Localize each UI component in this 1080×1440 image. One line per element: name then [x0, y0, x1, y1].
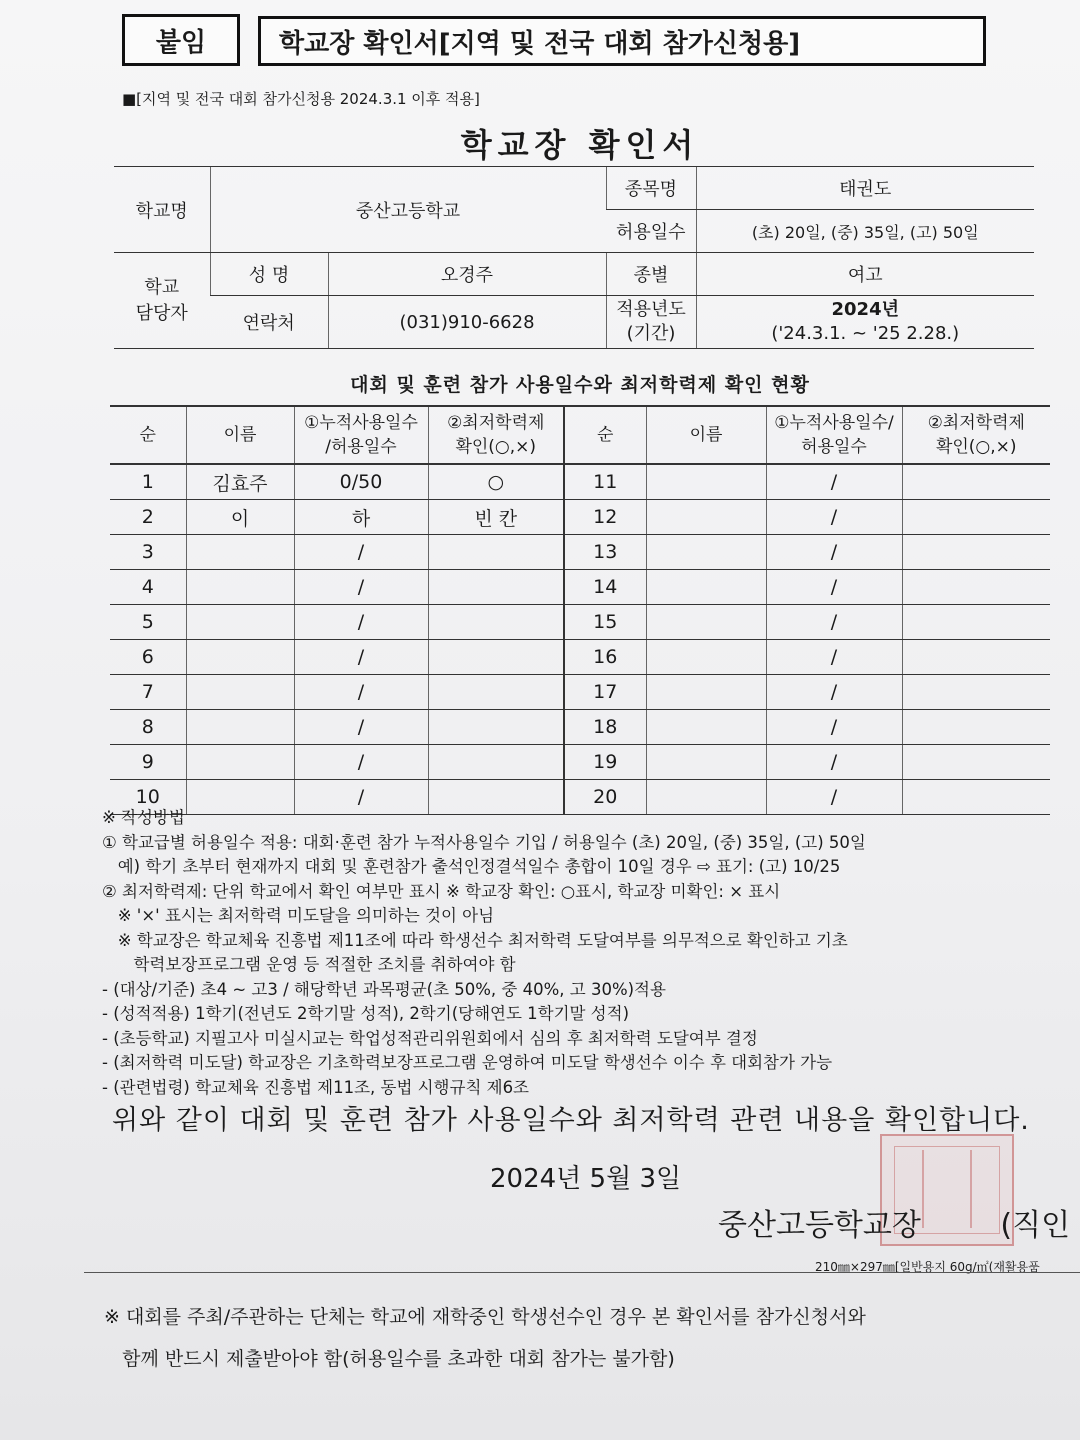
- note-line: ※ 작성방법: [102, 808, 185, 827]
- form-header-title: 학교장 확인서[지역 및 전국 대회 참가신청용]: [258, 16, 986, 66]
- row-min-academic-2: [902, 605, 1050, 640]
- row-min-academic-2: [902, 535, 1050, 570]
- col-header-name-2: 이름: [646, 406, 766, 464]
- note-line: ① 학교급별 허용일수 적용: 대회·훈련 참가 누적사용일수 기입 / 허용일수 (초) 20일, (중) 35일, (고) 50일: [102, 832, 866, 852]
- row-no: 8: [110, 710, 186, 745]
- row-name: [186, 640, 294, 675]
- col-header-min-academic-2: ②최저학력제 확인(○,×): [902, 406, 1050, 464]
- allowed-days-label: 허용일수: [606, 210, 696, 253]
- row-no: 7: [110, 675, 186, 710]
- usage-table-body: [110, 464, 1050, 815]
- row-days-2: /: [766, 535, 902, 570]
- col-header-no-2: 순: [564, 406, 646, 464]
- allowed-days-value: (초) 20일, (중) 35일, (고) 50일: [696, 210, 1034, 253]
- row-name-2: [646, 500, 766, 535]
- row-days-2: /: [766, 710, 902, 745]
- footer-note: [104, 1296, 866, 1380]
- row-days: 하: [294, 500, 428, 535]
- row-name-2: [646, 710, 766, 745]
- table-row: [110, 535, 1050, 570]
- row-no: 4: [110, 570, 186, 605]
- row-name-2: [646, 745, 766, 780]
- year-cell: [696, 296, 1034, 349]
- row-name: [186, 710, 294, 745]
- category-value: 여고: [696, 253, 1034, 296]
- row-no: 6: [110, 640, 186, 675]
- col-header-no: 순: [110, 406, 186, 464]
- issue-date: 2024년 5월 3일: [490, 1164, 682, 1194]
- row-min-academic: [428, 745, 564, 780]
- table-row: [110, 675, 1050, 710]
- event-value: 태권도: [696, 167, 1034, 210]
- row-no-2: 18: [564, 710, 646, 745]
- row-name: [186, 675, 294, 710]
- col-header-min-academic: ②최저학력제 확인(○,×): [428, 406, 564, 464]
- row-min-academic: [428, 710, 564, 745]
- row-min-academic-2: [902, 500, 1050, 535]
- contact-label: 연락처: [210, 296, 328, 349]
- footer-line: ※ 대회를 주최/주관하는 단체는 학교에 재학중인 학생선수인 경우 본 확인서를 참가신청서와: [104, 1306, 866, 1328]
- category-label: 종별: [606, 253, 696, 296]
- row-days: /: [294, 780, 428, 815]
- period-value: ('24.3.1. ~ '25 2.28.): [771, 323, 960, 344]
- note-line: ※ 학교장은 학교체육 진흥법 제11조에 따라 학생선수 최저학력 도달여부를 의무적으로 확인하고 기초: [102, 930, 848, 950]
- table-row: [110, 464, 1050, 500]
- info-table: [114, 166, 1034, 349]
- row-name: 김효주: [186, 464, 294, 500]
- section-title: 대회 및 훈련 참가 사용일수와 최저학력제 확인 현황: [350, 374, 810, 396]
- row-days: 0/50: [294, 464, 428, 500]
- row-no: 1: [110, 464, 186, 500]
- row-min-academic: [428, 605, 564, 640]
- note-line: 학력보장프로그램 운영 등 적절한 조치를 취하여야 함: [102, 955, 516, 974]
- row-no-2: 11: [564, 464, 646, 500]
- row-min-academic: [428, 535, 564, 570]
- row-no: 5: [110, 605, 186, 640]
- row-days-2: /: [766, 500, 902, 535]
- table-row: [110, 640, 1050, 675]
- row-no: 9: [110, 745, 186, 780]
- row-name: [186, 605, 294, 640]
- row-min-academic-2: [902, 464, 1050, 500]
- row-name: [186, 535, 294, 570]
- row-no-2: 19: [564, 745, 646, 780]
- school-name-value: 중산고등학교: [210, 167, 606, 253]
- table-row: [110, 745, 1050, 780]
- row-min-academic-2: [902, 570, 1050, 605]
- row-no-2: 14: [564, 570, 646, 605]
- row-days-2: /: [766, 675, 902, 710]
- row-min-academic-2: [902, 640, 1050, 675]
- note-line: ※ '×' 표시는 최저학력 미도달을 의미하는 것이 아님: [102, 906, 495, 925]
- row-days-2: /: [766, 464, 902, 500]
- row-days-2: /: [766, 570, 902, 605]
- row-name-2: [646, 570, 766, 605]
- row-min-academic: 빈 칸: [428, 500, 564, 535]
- row-days: /: [294, 570, 428, 605]
- row-no-2: 20: [564, 780, 646, 815]
- row-min-academic: [428, 640, 564, 675]
- row-min-academic: [428, 675, 564, 710]
- row-days: /: [294, 640, 428, 675]
- note-line: - (대상/기준) 초4 ~ 고3 / 해당학년 과목평균(초 50%, 중 40%, 고 30%)적용: [102, 979, 666, 999]
- row-name-2: [646, 464, 766, 500]
- row-min-academic-2: [902, 745, 1050, 780]
- row-no-2: 12: [564, 500, 646, 535]
- row-no-2: 16: [564, 640, 646, 675]
- principal-title: 중산고등학교장: [718, 1208, 921, 1243]
- table-row: [110, 710, 1050, 745]
- col-header-days-2: ①누적사용일수/ 허용일수: [766, 406, 902, 464]
- table-row: [110, 570, 1050, 605]
- note-line: - (최저학력 미도달) 학교장은 기초학력보장프로그램 운영하여 미도달 학생선수 이수 후 대회참가 가능: [102, 1053, 833, 1072]
- note-line: - (성적적용) 1학기(전년도 2학기말 성적), 2학기(당해연도 1학기말 성적): [102, 1004, 630, 1023]
- row-days: /: [294, 535, 428, 570]
- col-header-days: ①누적사용일수 /허용일수: [294, 406, 428, 464]
- row-days: /: [294, 675, 428, 710]
- row-days: /: [294, 710, 428, 745]
- row-no: 3: [110, 535, 186, 570]
- divider: [84, 1272, 1080, 1273]
- seal-mark-label: (직인: [1000, 1208, 1071, 1243]
- contact-value: (031)910-6628: [328, 296, 606, 349]
- year-label: 적용년도 (기간): [606, 296, 696, 349]
- row-days-2: /: [766, 640, 902, 675]
- name-label: 성 명: [210, 253, 328, 296]
- row-name: 이: [186, 500, 294, 535]
- row-name: [186, 745, 294, 780]
- row-days: /: [294, 745, 428, 780]
- year-value: 2024년: [831, 299, 899, 320]
- document-title: 학교장 확인서: [460, 126, 700, 164]
- row-min-academic-2: [902, 710, 1050, 745]
- row-no-2: 15: [564, 605, 646, 640]
- note-line: - (관련법령) 학교체육 진흥법 제11조, 동법 시행규칙 제6조: [102, 1077, 529, 1097]
- row-name: [186, 570, 294, 605]
- usage-table: [110, 405, 1050, 815]
- footer-line: 함께 반드시 제출받아야 함(허용일수를 초과한 대회 참가는 불가함): [104, 1348, 675, 1370]
- table-row: [110, 500, 1050, 535]
- confirmation-statement: 위와 같이 대회 및 훈련 참가 사용일수와 최저학력 관련 내용을 확인합니다.: [112, 1105, 1030, 1136]
- attachment-tag: 붙임: [122, 14, 240, 66]
- row-name-2: [646, 535, 766, 570]
- row-days: /: [294, 605, 428, 640]
- row-min-academic: [428, 570, 564, 605]
- applicable-note: ■[지역 및 전국 대회 참가신청용 2024.3.1 이후 적용]: [122, 90, 480, 108]
- row-no-2: 13: [564, 535, 646, 570]
- row-days-2: /: [766, 605, 902, 640]
- note-line: ② 최저학력제: 단위 학교에서 확인 여부만 표시 ※ 학교장 확인: ○표시, 학교장 미확인: × 표시: [102, 881, 781, 901]
- row-days-2: /: [766, 745, 902, 780]
- manager-label: 학교 담당자: [114, 253, 210, 349]
- table-row: [110, 605, 1050, 640]
- row-name-2: [646, 640, 766, 675]
- note-line: 예) 학기 초부터 현재까지 대회 및 훈련참가 출석인정결석일수 총합이 10일 경우 ⇨ 표기: (고) 10/25: [102, 857, 841, 876]
- event-label: 종목명: [606, 167, 696, 210]
- col-header-name: 이름: [186, 406, 294, 464]
- row-no: 2: [110, 500, 186, 535]
- signature-line: [718, 1200, 1070, 1244]
- row-name-2: [646, 675, 766, 710]
- paper-spec: 210㎜×297㎜[일반용지 60g/㎡(재활용품: [815, 1260, 1040, 1274]
- row-min-academic-2: [902, 675, 1050, 710]
- row-days-2: /: [766, 780, 902, 815]
- note-line: - (초등학교) 지필고사 미실시교는 학업성적관리위원회에서 심의 후 최저학력 도달여부 결정: [102, 1028, 758, 1048]
- row-min-academic-2: [902, 780, 1050, 815]
- row-no-2: 17: [564, 675, 646, 710]
- row-no: 10: [110, 780, 186, 815]
- row-min-academic: ○: [428, 464, 564, 500]
- school-name-label: 학교명: [114, 167, 210, 253]
- row-name-2: [646, 605, 766, 640]
- name-value: 오경주: [328, 253, 606, 296]
- instructions: [102, 806, 866, 1100]
